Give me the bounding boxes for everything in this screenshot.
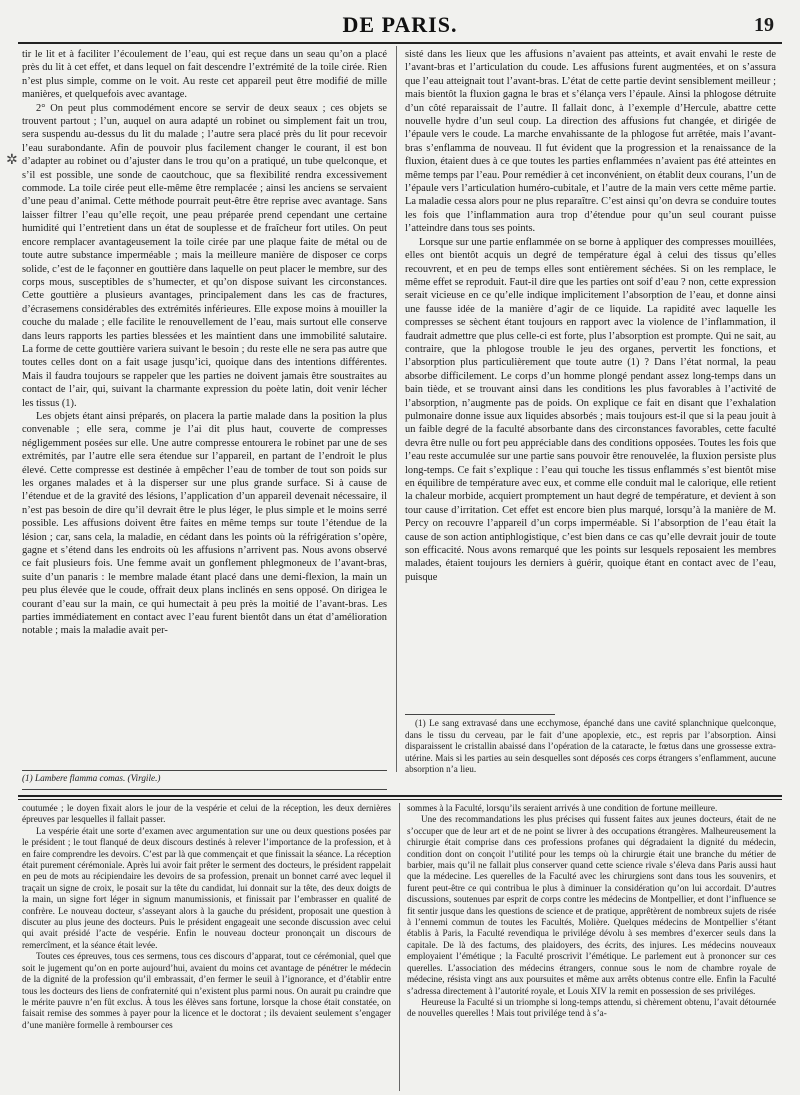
paragraph: 2° On peut plus commodément encore se servir de deux seaux ; ces objets se trouvent partout ; l’un, auquel on aura adapté un robinet ou simplement fait un trou, sera suspendu au-dessus du lit du malade ; l’autre sera placé près du lit pour recevoir l’eau surabondante. Afin de pouvoir plus facilement changer le courant, il est bon d’adapter au robinet ou d’ajuster dans le trou qu’on a pratiqué, un tube quelconque, et s’il est possible, une sonde de caoutchouc, que sa flexibilité rendra excessivement commode. La toile cirée peut elle-même être remplacée ; ainsi les anciens se servaient d’une peau d’animal. Cette méthode pourrait peut-être être reprise avec avantage. Sans laisser filtrer l’eau qu’elle reçoit, une peau préparée prend cependant une certaine humidité qui l’entretient dans un état de souplesse et de fraîcheur fort utiles. On peut encore remplacer avantageusement la toile cirée par une plaque faite de métal ou de toute autre substance imperméable ; mais la meilleure manière de disposer ce corps solide, c’est de le façonner en gouttière dans laquelle on peut placer le membre, sur des corps mous, susceptibles de s’humecter, et qu’on dispose suivant les circonstances. Cette gouttière a plusieurs avantages, principalement dans les cas de fractures, d’écrasemens considérables des extrémités inférieures. Elle expose moins à mouiller la couche du malade ; elle facilite le renouvellement de l’eau, mais surtout elle conserve dans leurs rapports les parties blessées et les maintient dans une immobilité salutaire. La forme de cette gouttière variera suivant le besoin ; du reste elle ne sera pas autre que toutes celles dont on a fait usage jusqu’ici, quoique dans des intentions différentes. Mais il faudra toujours se rappeler que les parties ne doivent jamais être soustraites au contact de l’air, qui, suivant la charmante expression du poète latin, doit venir lécher les tissus (1). [22, 102, 387, 409]
feuilleton-right-column [407, 803, 776, 1089]
paragraph: Toutes ces épreuves, tous ces sermens, tous ces discours d’apparat, tout ce cérémonial, quel que soit le jugement qu’on en porte aujourd’hui, avaient du moins cet avantage de pénétrer le médecin de la dignité de la profession qu’il embrassait, d’en fermer le seuil à l’ignorance, et d’établir entre tous les docteurs des liens de confraternité qui n’existent plus parmi nous. On aurait pu craindre que le mérite pauvre n’en fût exclus. À tous les élèves sans fortune, lorsque la chose était constatée, on faisait remise des sommes à payer pour la licence et le doctorat ; ils devaient seulement s’engager d’une manière formelle à rembourser ces [22, 951, 391, 1030]
paragraph: Les objets étant ainsi préparés, on placera la partie malade dans la position la plus convenable ; elle sera, comme je l’ai dit plus haut, couverte de compresses négligemment posées sur elle. Une autre compresse entourera le robinet par une de ses extrémités, par l’autre elle sera étendue sur l’appareil, en partant de l’endroit le plus élevé. Cette compresse est destinée à empêcher l’eau de tomber de tout son poids sur les organes malades et à la disperser sur une plus grande surface. Si à cause de l’étendue et de la gravité des lésions, l’application d’un appareil devenait nécessaire, il n’est pas besoin de dire qu’il devrait être le plus léger, le plus simple et le moins serré possible. Les affusions doivent être faites en même temps sur toute l’étendue de la lésion ; car, sans cela, la maladie, en cédant dans les points où la réfrigération s’opère, gagne et s’étend dans les endroits où les affusions n’arrivent pas. Nous avons observé ce fait plusieurs fois. Une femme avait un gonflement phlegmoneux de l’avant-bras, suite d’un panaris : le membre malade étant placé dans une demi-flexion, la main un peu plus élevée que le coude, offrait deux plans inclinés en sens opposé. On dirigea le courant d’eau sur la main, ce qui humectait à peu près la moitié de l’avant-bras. Les parties immédiatement en contact avec l’eau furent bientôt dans un état d’amélioration notable ; mais la maladie avait per- [22, 410, 387, 637]
paragraph: La vespérie était une sorte d’examen avec argumentation sur une ou deux questions posées par le président ; le tout flanqué de deux discours destinés à relever l’importance de la profession, et à en faire comprendre les devoirs. C’est par là que commençait et que finissait la séance. La réception était purement cérémoniale. Après lui avoir fait prêter le serment des docteurs, le président rappelait en peu de mots au récipiendaire les devoirs de sa profession, prenait un bonnet carré avec lequel il traçait un signe de croix, le posait sur la tête du candidat, lui donnait sur la tête, des deux doigts de la main, un signe fort léger in signum manumissionis, et finissait par l’embrasser en qualité de confrère. Le nouveau docteur, s’asseyant alors à la gauche du président, proposait une question à discuter au plus jeune des docteurs. Puis le président engageait une seconde discussion avec celui qui avait présidé l’acte de vespérie. Enfin le nouveau docteur prononçait un discours de remercîment, et la séance était levée. [22, 825, 391, 950]
margin-ornament-icon: ✲ [6, 153, 18, 168]
page-header-title: DE PARIS. [342, 12, 458, 37]
paragraph: coutumée ; le doyen fixait alors le jour de la vespérie et celui de la réception, les deux dernières épreuves par lesquelles il fallait passer. [22, 803, 391, 825]
footnote-left: (1) Lambere flamma comas. (Virgile.) [22, 773, 161, 783]
paragraph: sommes à la Faculté, lorsqu’ils seraient arrivés à une condition de fortune meilleure. [407, 803, 718, 813]
footnote-right [405, 718, 776, 788]
section-divider [18, 799, 782, 800]
feuilleton-left-column [22, 803, 391, 1089]
paragraph: Heureuse la Faculté si un triomphe si long-temps attendu, si chèrement obtenu, l’avait détournée de nouvelles querelles ! Mais tout privilége tend à s’a- [407, 996, 776, 1019]
right-column [405, 48, 776, 712]
left-column [22, 48, 387, 769]
paragraph: sisté dans les lieux que les affusions n’avaient pas atteints, et avait envahi le reste de l’avant-bras et l’articulation du coude. Les affusions furent augmentées, et on s’assura que l’eau atteignait tout l’avant-bras. L’état de cette partie devint sensiblement meilleur ; mais bientôt la fluxion gagna le bras et s’élança vers l’épaule. Ainsi la phlogose détruite d’un côté reparaissait de l’autre. Il fallait donc, à l’exemple d’Hercule, abattre cette nouvelle hydre d’un seul coup. La direction des affusions fut changée, et dirigée de l’épaule vers le coude. La marche envahissante de la phlogose fut arrêtée, mais l’avant-bras s’enflamma de nouveau. Il fut évident que la progression et la renaissance de la fluxion, étaient dues à ce que toutes les parties enflammées n’avaient pas été atteintes en même temps par l’eau. Pour remédier à cet inconvénient, on établit deux courans, l’un de l’épaule vers l’articulation huméro-cubitale, et l’autre de la main vers cette même partie. La maladie cessa alors pour ne plus reparaître. C’est ainsi qu’on devra se conduire toutes les fois que l’inflammation aura trop d’étendue pour qu’un seul courant puisse l’atteindre dans tous ses points. [405, 49, 776, 235]
footnote-text: (1) Le sang extravasé dans une ecchymose, épanché dans une cavité splanchnique quelconque, dans le tissu du cerveau, par le fait d’une apoplexie, etc., est repris par l’absorption. Ainsi disparaissent le cristallin abaissé dans l’opération de la cataracte, le fœtus dans une grossesse extra-utérine. Mais si les parties au sein desquelles sont déposés ces corps étrangers s’enflamment, aucune absorption n’a lieu. [405, 718, 776, 775]
section-divider [18, 795, 782, 797]
column-divider [399, 803, 400, 1091]
page-number: 19 [754, 14, 774, 36]
column-divider [396, 46, 397, 772]
paragraph: Lorsque sur une partie enflammée on se borne à appliquer des compresses mouillées, elles ont bientôt acquis un degré de température égal à celui des tissus qu’elles recouvrent, et en peu de temps elles sont entièrement séchées. Si on les remplace, le même effet se reproduit. Faut-il dire que les parties ont soif d’eau ? non, cette expression serait vicieuse en ce qu’elle indique implicitement l’absorption de l’eau, et donne ainsi une fausse idée de la manière d’agir de ce liquide. La rapidité avec laquelle les compresses se sèchent étant toujours en rapport avec la violence de l’inflammation, il faudrait admettre que plus celle-ci est forte, plus l’absorption est prompte. Qui ne sait, au contraire, que la phlogose trouble le jeu des organes, pervertit les fonctions, et l’absorption plus particulièrement que toute autre (1) ? Dans l’état normal, la peau absorbe difficilement. Le corps d’un homme plongé pendant assez long-temps dans un bain tiède, et se trouvant ainsi dans les conditions les plus favorables à l’activité de l’absorption, n’augmente pas de poids. On explique ce fait en disant que l’exhalation pulmonaire donne issue aux liquides absorbés ; mais toujours est-il que si la peau jouit à un faible degré de la faculté absorbante dans des circonstances favorables, cette faculté devra être nulle ou fort peu appréciable dans des conditions opposées. Toutes les fois que l’eau reste accumulée sur une partie sans pouvoir être renouvelée, la fluxion persiste plus long-temps. Ce fait s’explique : l’eau qui touche les tissus enflammés s’est bientôt mise en équilibre de température avec eux, et comme elle conduit mal le calorique, elle retient la chaleur morbide, acquiert promptement un haut degré de température, et devient à son tour cause d’irritation. Cet effet est encore bien plus marqué, lorsqu’à la manière de M. Percy on recouvre l’appareil d’un corps imperméable. Si l’absorption de l’eau était la cause de son action antiphlogistique, c’est bien dans ce cas qu’elle devrait jouir de toute son efficacité. Nous avons remarqué que les points sur lesquels reposaient les membres malades, étaient toujours les derniers à guérir, quoique étant en contact avec de l’eau, puisque [405, 236, 776, 583]
footnote-rule [22, 789, 387, 790]
footnote-rule [22, 770, 387, 771]
paragraph: tir le lit et à faciliter l’écoulement de l’eau, qui est reçue dans un seau qu’on a placé près du lit à cet effet, et dans lequel on fait descendre l’extrémité de la toile cirée. Rien n’est plus simple, comme on le voit. Au reste cet appareil peut être modifié de mille manières, et quelquefois avec avantage. [22, 49, 387, 101]
paragraph: Une des recommandations les plus précises qui fussent faites aux jeunes docteurs, était de ne s’occuper que de leur art et de ne point se livrer à des occupations étrangères. Malheureusement la chirurgie était comprise dans ces professions profanes qui dégradaient la dignité du médecin, condition dont on conçoit l’utilité pour les temps où la chirurgie était une branche du métier de barbier, mais qu’il ne fallait plus conserver quand cette science rivale s’éleva dans Paris aussi haut que la médecine. Les querelles de la Faculté avec les chirurgiens sont dans tous les souvenirs, et furent peut-être ce qui contribua le plus à diminuer la considération qu’on lui accordait. D’autres discussions, soutenues par esprit de corps contre les médecins de Montpellier, et dont l’influence se fit sentir jusque dans les questions de science et de pratique, apprêtèrent de nombreux sujets de risée à l’ennemi commun de toutes les Facultés, Molière. Quelques médecins de Montpellier s’étant établis à Paris, la Faculté revendiqua le privilége dévolu à ses membres d’exercer seuls dans la capitale. De là des factums, des plaidoyers, des écrits, des injures. Les médecins nouveaux employaient l’émétique ; la Faculté proscrivit l’émétique. Le parlement eut à prononcer sur ces querelles. L’association des médecins étrangers, connue sous le nom de chambre royale de médecine, résista vingt ans aux poursuites et même aux arrêts obtenus contre elle. Enfin la Faculté s’adressa directement à l’autorité royale, et Louis XIV la remit en possession de ses priviléges. [407, 814, 776, 996]
header-rule [18, 42, 782, 44]
footnote-rule [405, 714, 555, 715]
